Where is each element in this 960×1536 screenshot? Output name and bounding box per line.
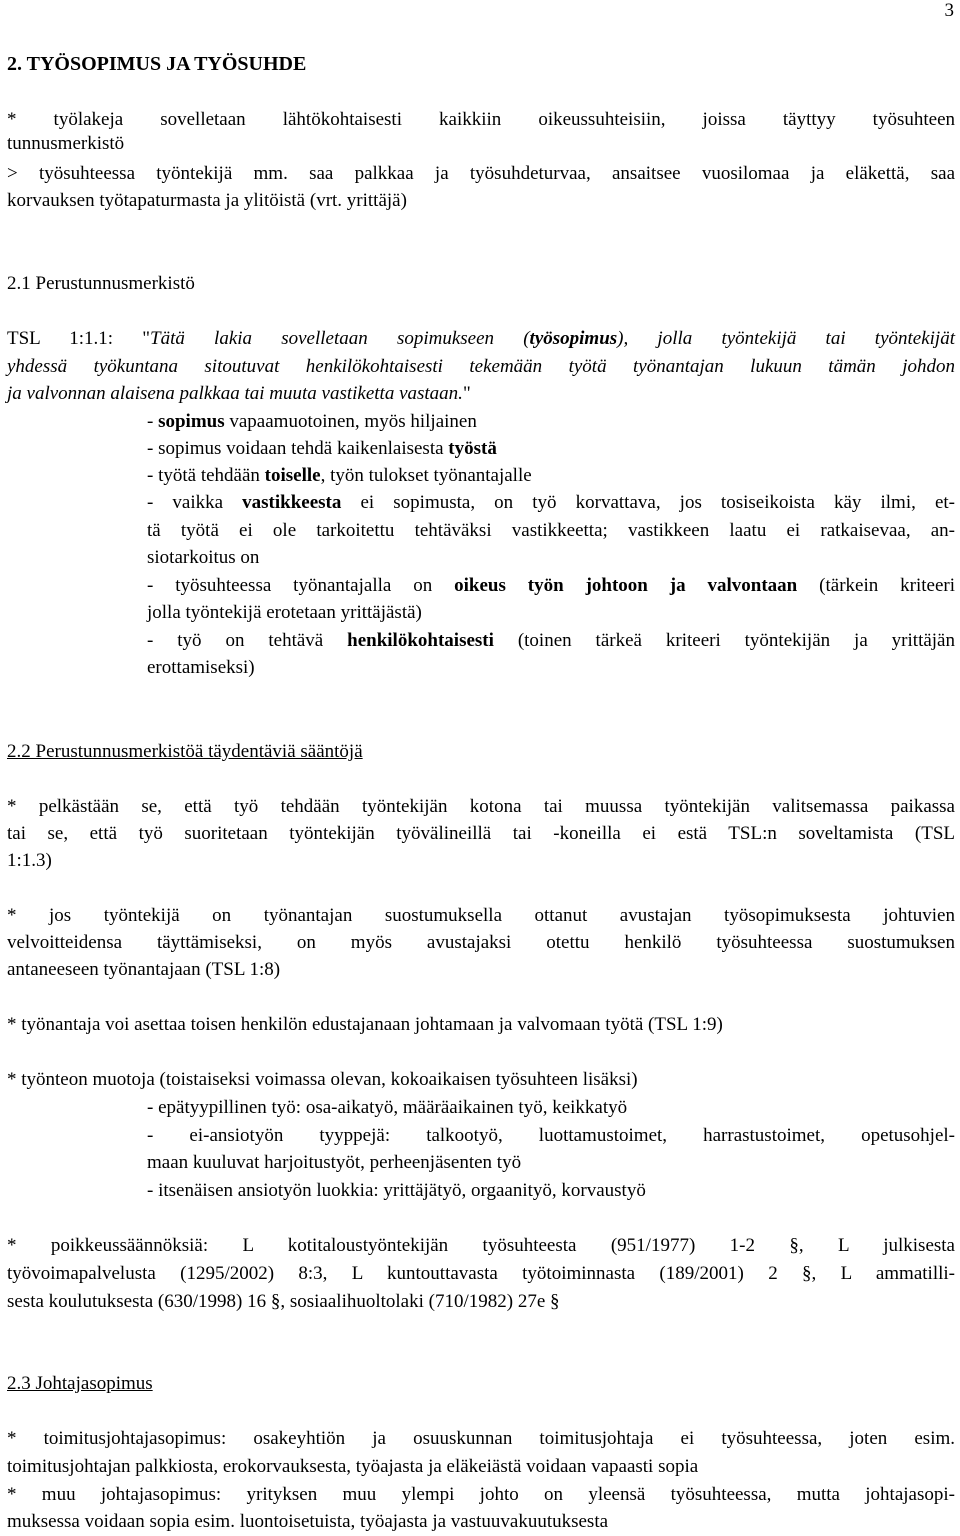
bullet-vastike-line-1: - vaikka vastikkeesta ei sopimusta, on työ korvattava, jos tosiseikoista käy ilmi, et- — [147, 492, 955, 513]
rule-3: * työnantaja voi asettaa toisen henkilön edustajanaan johtamaan ja valvomaan työtä (TSL 1:9) — [7, 1014, 723, 1035]
bullet-johto-line-1: - työsuhteessa työnantajalla on oikeus työn johtoon ja valvontaan (tärkein kriteeri — [147, 575, 955, 596]
bullet-tyosta: - sopimus voidaan tehdä kaikenlaisesta työstä — [147, 438, 497, 459]
bullet-vastike-line-3: siotarkoitus on — [147, 547, 260, 568]
johtaja-line-4: muksessa voidaan sopia esim. luontoisetuista, työajasta ja vastuuvakuutuksesta — [7, 1511, 609, 1532]
bullet-toiselle: - työtä tehdään toiselle, työn tulokset työnantajalle — [147, 465, 532, 486]
rule-2-line-3: antaneeseen työnantajaan (TSL 1:8) — [7, 959, 281, 980]
rule-4-line-5: - itsenäisen ansiotyön luokkia: yrittäjätyö, orgaanityö, korvaustyö — [147, 1180, 646, 1201]
rule-1-line-3: 1:1.3) — [7, 850, 52, 871]
rule-4-line-2: - epätyypillinen työ: osa-aikatyö, määräaikainen työ, keikkatyö — [147, 1097, 628, 1118]
subsection-title-2-1: 2.1 Perustunnusmerkistö — [7, 273, 195, 294]
rule-2-line-2: velvoitteidensa täyttämiseksi, on myös avustajaksi otettu henkilö työsuhteessa suostumuksen — [7, 932, 955, 953]
subsection-title-2-2: 2.2 Perustunnusmerkistöä täydentäviä sääntöjä — [7, 741, 363, 762]
bullet-sopimus: - sopimus vapaamuotoinen, myös hiljainen — [147, 411, 477, 432]
intro-line-1: * työlakeja sovelletaan lähtökohtaisesti kaikkiin oikeussuhteisiin, joissa täyttyy työsuhteen — [7, 109, 955, 130]
rule-4-line-4: maan kuuluvat harjoitustyöt, perheenjäsenten työ — [147, 1152, 522, 1173]
page-number: 3 — [944, 0, 954, 21]
rule-1-line-1: * pelkästään se, että työ tehdään työntekijän kotona tai muussa työntekijän valitsemassa paikassa — [7, 796, 955, 817]
intro-line-3: > työsuhteessa työntekijä mm. saa palkkaa ja työsuhdeturvaa, ansaitsee vuosilomaa ja eläkettä, saa — [7, 163, 955, 184]
rule-5-line-3: sesta koulutuksesta (630/1998) 16 §, sosiaalihuoltolaki (710/1982) 27e § — [7, 1291, 560, 1312]
bullet-johto-line-2: jolla työntekijä erotetaan yrittäjästä) — [147, 602, 422, 623]
law-quote-line-3: ja valvonnan alaisena palkkaa tai muuta vastiketta vastaan." — [7, 383, 471, 404]
rule-4-line-1: * työnteon muotoja (toistaiseksi voimassa olevan, kokoaikaisen työsuhteen lisäksi) — [7, 1069, 638, 1090]
subsection-title-2-3: 2.3 Johtajasopimus — [7, 1373, 153, 1394]
bullet-henkilokohtaisesti-line-2: erottamiseksi) — [147, 657, 255, 678]
rule-5-line-2: työvoimapalvelusta (1295/2002) 8:3, L kuntouttavasta työtoiminnasta (189/2001) 2 §, L ammatilli- — [7, 1263, 955, 1284]
law-quote-line-1: TSL 1:1.1: "Tätä lakia sovelletaan sopimukseen (työsopimus), jolla työntekijä tai työntekijät — [7, 328, 955, 349]
intro-line-2: tunnusmerkistö — [7, 133, 125, 154]
johtaja-line-2: toimitusjohtajan palkkiosta, erokorvauksesta, työajasta ja eläkeiästä voidaan vapaasti sopia — [7, 1456, 699, 1477]
bullet-vastike-line-2: tä työtä ei ole tarkoitettu tehtäväksi vastikkeetta; vastikkeen laatu ei ratkaisevaa, an- — [147, 520, 955, 541]
law-quote-line-2: yhdessä työkuntana sitoutuvat henkilökohtaisesti tekemään työtä työnantajan lukuun tämän johdon — [7, 356, 955, 377]
rule-1-line-2: tai se, että työ suoritetaan työntekijän työvälineillä tai -koneilla ei estä TSL:n soveltamista (TSL — [7, 823, 955, 844]
intro-line-4: korvauksen työtapaturmasta ja ylitöistä (vrt. yrittäjä) — [7, 190, 407, 211]
rule-2-line-1: * jos työntekijä on työnantajan suostumuksella ottanut avustajan työsopimuksesta johtuvien — [7, 905, 955, 926]
johtaja-line-1: * toimitusjohtajasopimus: osakeyhtiön ja osuuskunnan toimitusjohtaja ei työsuhteessa, joten esim. — [7, 1428, 955, 1449]
rule-5-line-1: * poikkeussäännöksiä: L kotitaloustyöntekijän työsuhteesta (951/1977) 1-2 §, L julkisesta — [7, 1235, 955, 1256]
rule-4-line-3: - ei-ansiotyön tyyppejä: talkootyö, luottamustoimet, harrastustoimet, opetusohjel- — [147, 1125, 955, 1146]
johtaja-line-3: * muu johtajasopimus: yrityksen muu ylempi johto on yleensä työsuhteessa, mutta johtajasopi- — [7, 1484, 955, 1505]
bullet-henkilokohtaisesti-line-1: - työ on tehtävä henkilökohtaisesti (toinen tärkeä kriteeri työntekijän ja yrittäjän — [147, 630, 955, 651]
section-heading: 2. TYÖSOPIMUS JA TYÖSUHDE — [7, 53, 307, 75]
